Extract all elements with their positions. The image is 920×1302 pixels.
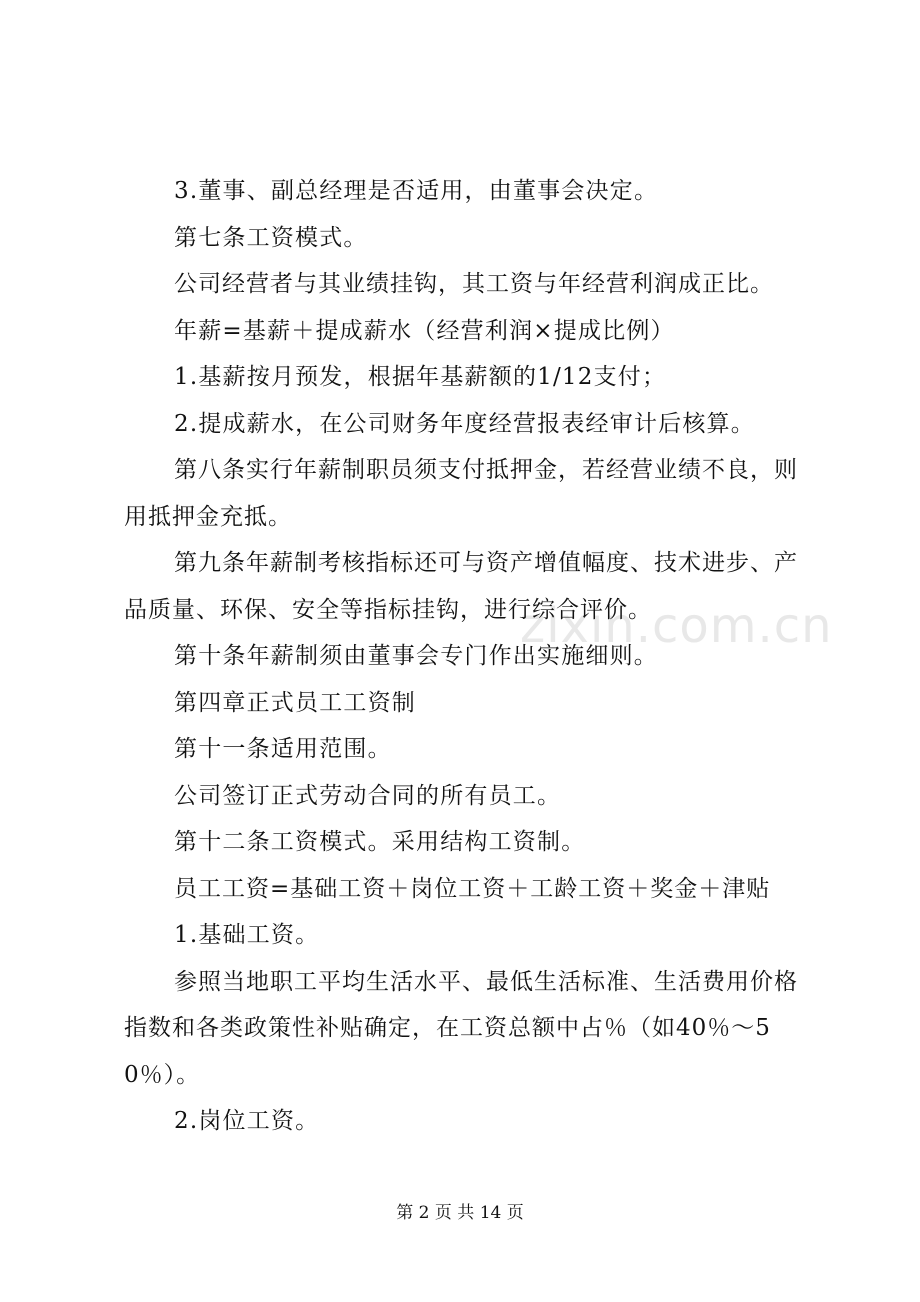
paragraph: 2.提成薪水，在公司财务年度经营报表经审计后核算。 <box>174 410 755 437</box>
paragraph: 年薪=基薪＋提成薪水（经营利润×提成比例） <box>174 317 675 344</box>
paragraph: 公司签订正式劳动合同的所有员工。 <box>174 782 562 809</box>
paragraph: 第十二条工资模式。采用结构工资制。 <box>174 829 586 855</box>
watermark: zixin.com.cn <box>520 598 833 654</box>
paragraph: 2.岗位工资。 <box>174 1108 320 1134</box>
paragraph: 第十条年薪制须由董事会专门作出实施细则。 <box>174 643 658 669</box>
paragraph: 员工工资=基础工资＋岗位工资＋工龄工资＋奖金＋津贴 <box>174 875 771 902</box>
paragraph: 参照当地职工平均生活水平、最低生活标准、生活费用价格指数和各类政策性补贴确定，在工资总额中占％（如40％～50％）。 <box>124 968 798 1088</box>
paragraph: 3.董事、副总经理是否适用，由董事会决定。 <box>174 178 659 204</box>
paragraph: 第七条工资模式。 <box>174 224 368 251</box>
paragraph: 第九条年薪制考核指标还可与资产增值幅度、技术进步、产品质量、环保、安全等指标挂钩，进行综合评价。 <box>124 550 798 623</box>
chapter-heading: 第四章正式员工工资制 <box>174 689 416 716</box>
page-number-footer: 第 2 页 共 14 页 <box>396 1203 524 1223</box>
paragraph: 1.基薪按月预发，根据年基薪额的1/12支付； <box>174 364 667 390</box>
paragraph: 第八条实行年薪制职员须支付抵押金，若经营业绩不良，则用抵押金充抵。 <box>124 457 798 530</box>
document-body <box>124 168 814 1145</box>
paragraph: 第十一条适用范围。 <box>174 736 392 762</box>
paragraph: 1.基础工资。 <box>174 922 320 948</box>
paragraph: 公司经营者与其业绩挂钩，其工资与年经营利润成正比。 <box>174 271 774 297</box>
